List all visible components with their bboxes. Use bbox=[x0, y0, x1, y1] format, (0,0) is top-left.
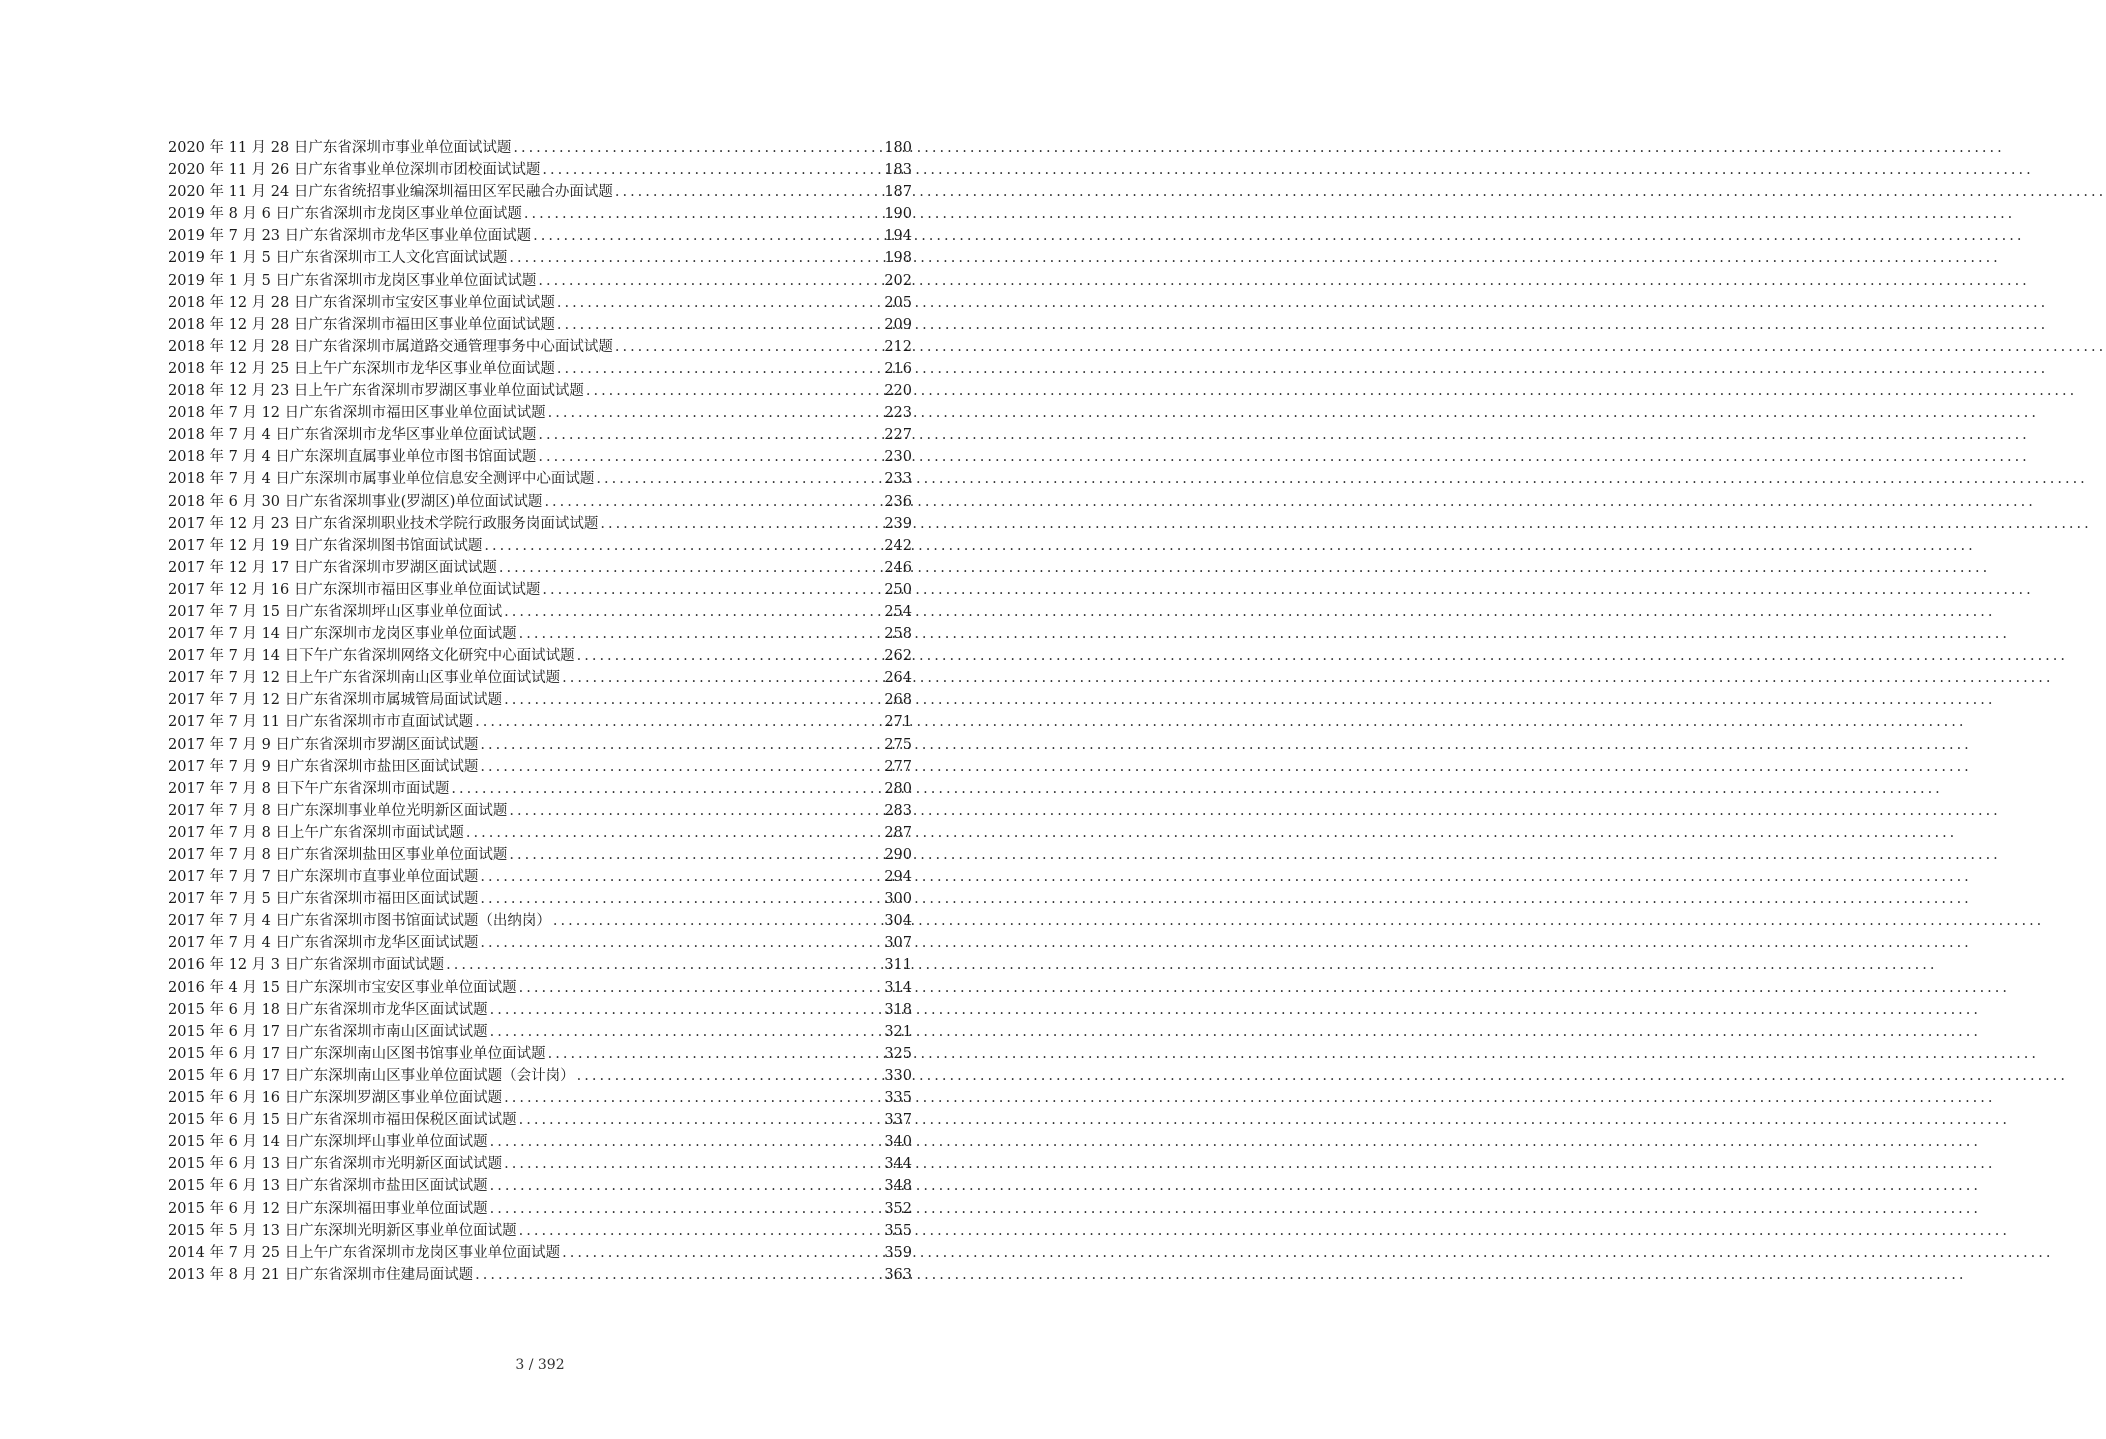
toc-entry[interactable] bbox=[168, 822, 912, 844]
toc-entry-page-number: 359 bbox=[884, 1244, 912, 1261]
toc-entry[interactable] bbox=[168, 380, 912, 402]
toc-entry[interactable] bbox=[168, 270, 912, 292]
toc-dot-leader bbox=[562, 1242, 882, 1264]
toc-entry[interactable] bbox=[168, 137, 912, 159]
toc-dot-leader bbox=[562, 667, 882, 689]
toc-dot-leader bbox=[480, 756, 882, 778]
toc-entry-title: 2017 年 7 月 11 日广东省深圳市市直面试试题 bbox=[168, 714, 474, 731]
toc-entry-page-number: 223 bbox=[884, 405, 912, 422]
toc-dot-leader bbox=[542, 579, 882, 601]
toc-entry-title: 2015 年 6 月 17 日广东省深圳市南山区面试试题 bbox=[168, 1023, 488, 1040]
toc-dot-leader bbox=[577, 645, 883, 667]
toc-dot-leader bbox=[480, 866, 882, 888]
toc-entry-page-number: 187 bbox=[884, 184, 912, 201]
toc-entry-page-number: 290 bbox=[884, 847, 912, 863]
toc-dot-leader bbox=[557, 292, 882, 314]
toc-entry-page-number: 264 bbox=[884, 670, 912, 687]
toc-dot-leader bbox=[533, 225, 882, 247]
toc-entry[interactable] bbox=[168, 1131, 912, 1153]
toc-dot-leader bbox=[490, 1021, 883, 1043]
toc-entry-title: 2015 年 6 月 14 日广东深圳坪山事业单位面试题 bbox=[168, 1134, 488, 1151]
toc-entry-title: 2017 年 12 月 17 日广东省深圳市罗湖区面试试题 bbox=[168, 559, 497, 576]
toc-dot-leader bbox=[490, 999, 883, 1021]
toc-dot-leader bbox=[509, 800, 882, 822]
toc-dot-leader bbox=[519, 1220, 883, 1242]
toc-entry-title: 2018 年 12 月 25 日上午广东深圳市龙华区事业单位面试题 bbox=[168, 360, 555, 377]
toc-entry[interactable] bbox=[168, 358, 912, 380]
toc-entry-page-number: 233 bbox=[884, 471, 912, 488]
toc-dot-leader bbox=[490, 1198, 883, 1220]
toc-dot-leader bbox=[548, 1043, 883, 1065]
toc-entry-page-number: 239 bbox=[884, 515, 912, 532]
toc-entry-title: 2017 年 7 月 12 日广东省深圳市属城管局面试试题 bbox=[168, 692, 503, 709]
toc-dot-leader bbox=[490, 1175, 883, 1197]
toc-entry-page-number: 262 bbox=[884, 648, 912, 665]
toc-dot-leader bbox=[519, 623, 883, 645]
toc-entry-title: 2017 年 7 月 14 日下午广东省深圳网络文化研究中心面试试题 bbox=[168, 648, 575, 665]
toc-entry[interactable] bbox=[168, 910, 912, 932]
toc-dot-leader bbox=[466, 822, 882, 844]
toc-dot-leader bbox=[577, 1065, 883, 1087]
toc-entry-page-number: 352 bbox=[884, 1200, 912, 1217]
toc-entry-title: 2020 年 11 月 26 日广东省事业单位深圳市团校面试试题 bbox=[168, 162, 541, 179]
toc-entry[interactable] bbox=[168, 601, 912, 623]
toc-entry[interactable] bbox=[168, 645, 912, 667]
toc-entry[interactable] bbox=[168, 689, 912, 711]
toc-dot-leader bbox=[596, 468, 882, 490]
toc-entry-title: 2017 年 12 月 23 日广东省深圳职业技术学院行政服务岗面试试题 bbox=[168, 515, 599, 532]
toc-entry-title: 2019 年 8 月 6 日广东省深圳市龙岗区事业单位面试题 bbox=[168, 206, 522, 223]
toc-entry-title: 2017 年 12 月 19 日广东省深圳图书馆面试试题 bbox=[168, 537, 483, 554]
toc-entry-page-number: 268 bbox=[884, 692, 912, 709]
toc-entry-page-number: 271 bbox=[884, 714, 912, 731]
toc-entry-page-number: 321 bbox=[884, 1023, 912, 1040]
toc-entry-title: 2019 年 7 月 23 日广东省深圳市龙华区事业单位面试题 bbox=[168, 228, 532, 245]
toc-entry[interactable] bbox=[168, 954, 912, 976]
toc-entry[interactable] bbox=[168, 181, 912, 203]
toc-entry-page-number: 344 bbox=[884, 1156, 912, 1173]
toc-entry-title: 2020 年 11 月 24 日广东省统招事业编深圳福田区军民融合办面试题 bbox=[168, 184, 613, 201]
toc-entry[interactable] bbox=[168, 778, 912, 800]
toc-entry[interactable] bbox=[168, 225, 912, 247]
toc-entry-title: 2017 年 7 月 8 日下午广东省深圳市面试题 bbox=[168, 780, 450, 797]
toc-entry[interactable] bbox=[168, 513, 912, 535]
toc-entry-title: 2015 年 6 月 12 日广东深圳福田事业单位面试题 bbox=[168, 1200, 488, 1217]
toc-entry-title: 2015 年 6 月 17 日广东深圳南山区图书馆事业单位面试题 bbox=[168, 1045, 546, 1062]
toc-entry-title: 2013 年 8 月 21 日广东省深圳市住建局面试题 bbox=[168, 1266, 474, 1283]
toc-entry[interactable] bbox=[168, 203, 912, 225]
toc-entry-title: 2015 年 6 月 13 日广东省深圳市盐田区面试试题 bbox=[168, 1178, 488, 1195]
toc-entry-page-number: 277 bbox=[884, 758, 912, 775]
toc-entry-page-number: 250 bbox=[884, 581, 912, 598]
toc-entry-page-number: 236 bbox=[884, 493, 912, 510]
toc-entry-page-number: 220 bbox=[884, 383, 912, 400]
toc-entry[interactable] bbox=[168, 977, 912, 999]
toc-entry[interactable] bbox=[168, 336, 912, 358]
toc-dot-leader bbox=[557, 314, 882, 336]
toc-entry[interactable] bbox=[168, 491, 912, 513]
toc-entry[interactable] bbox=[168, 866, 912, 888]
toc-entry-page-number: 330 bbox=[884, 1067, 912, 1084]
toc-entry-title: 2017 年 7 月 7 日广东深圳市直事业单位面试题 bbox=[168, 869, 479, 886]
toc-dot-leader bbox=[553, 910, 882, 932]
toc-dot-leader bbox=[615, 181, 882, 203]
toc-entry[interactable] bbox=[168, 1175, 912, 1197]
toc-entry-title: 2018 年 12 月 28 日广东省深圳市宝安区事业单位面试试题 bbox=[168, 294, 555, 311]
toc-dot-leader bbox=[586, 380, 882, 402]
toc-dot-leader bbox=[480, 932, 882, 954]
toc-entry-page-number: 246 bbox=[884, 559, 912, 576]
toc-entry-title: 2015 年 6 月 16 日广东深圳罗湖区事业单位面试题 bbox=[168, 1090, 503, 1107]
toc-entry[interactable] bbox=[168, 888, 912, 910]
toc-entry-title: 2017 年 7 月 5 日广东省深圳市福田区面试试题 bbox=[168, 891, 479, 908]
toc-entry-page-number: 280 bbox=[884, 780, 912, 797]
toc-entry-page-number: 307 bbox=[884, 935, 912, 952]
toc-entry-page-number: 325 bbox=[884, 1045, 912, 1062]
toc-dot-leader bbox=[451, 778, 882, 800]
toc-entry-title: 2019 年 1 月 5 日广东省深圳市工人文化宫面试试题 bbox=[168, 250, 508, 267]
toc-entry[interactable] bbox=[168, 1021, 912, 1043]
toc-entry[interactable] bbox=[168, 557, 912, 579]
toc-dot-leader bbox=[519, 977, 883, 999]
toc-dot-leader bbox=[557, 358, 882, 380]
toc-entry-title: 2018 年 7 月 12 日广东省深圳市福田区事业单位面试试题 bbox=[168, 405, 546, 422]
toc-entry[interactable] bbox=[168, 402, 912, 424]
toc-entry-page-number: 283 bbox=[884, 802, 912, 819]
toc-entry-page-number: 294 bbox=[884, 869, 912, 886]
toc-entry-title: 2019 年 1 月 5 日广东省深圳市龙岗区事业单位面试试题 bbox=[168, 272, 537, 289]
toc-dot-leader bbox=[524, 203, 882, 225]
toc-entry-page-number: 190 bbox=[884, 206, 912, 223]
toc-entry[interactable] bbox=[168, 1065, 912, 1087]
toc-dot-leader bbox=[544, 491, 882, 513]
toc-dot-leader bbox=[548, 402, 883, 424]
toc-entry[interactable] bbox=[168, 292, 912, 314]
toc-entry-page-number: 212 bbox=[884, 338, 912, 355]
toc-dot-leader bbox=[475, 1264, 882, 1286]
toc-entry-page-number: 300 bbox=[884, 891, 912, 908]
toc-entry-title: 2018 年 7 月 4 日广东深圳直属事业单位市图书馆面试题 bbox=[168, 449, 537, 466]
toc-entry-title: 2015 年 6 月 17 日广东深圳南山区事业单位面试题（会计岗） bbox=[168, 1067, 575, 1084]
toc-entry-title: 2015 年 6 月 18 日广东省深圳市龙华区面试试题 bbox=[168, 1001, 488, 1018]
toc-dot-leader bbox=[509, 247, 882, 269]
toc-dot-leader bbox=[446, 954, 882, 976]
toc-entry[interactable] bbox=[168, 446, 912, 468]
toc-entry-title: 2016 年 12 月 3 日广东省深圳市面试试题 bbox=[168, 957, 445, 974]
toc-entry[interactable] bbox=[168, 800, 912, 822]
toc-dot-leader bbox=[504, 1087, 882, 1109]
toc-entry-title: 2017 年 7 月 9 日广东省深圳市盐田区面试试题 bbox=[168, 758, 479, 775]
toc-entry-title: 2018 年 12 月 23 日上午广东省深圳市罗湖区事业单位面试试题 bbox=[168, 383, 584, 400]
toc-entry-title: 2018 年 7 月 4 日广东深圳市属事业单位信息安全测评中心面试题 bbox=[168, 471, 595, 488]
toc-entry[interactable] bbox=[168, 1109, 912, 1131]
toc-dot-leader bbox=[538, 424, 882, 446]
toc-entry-title: 2014 年 7 月 25 日上午广东省深圳市龙岗区事业单位面试题 bbox=[168, 1244, 561, 1261]
toc-dot-leader bbox=[480, 734, 882, 756]
toc-dot-leader bbox=[513, 137, 882, 159]
toc-entry[interactable] bbox=[168, 159, 912, 181]
toc-entry-title: 2017 年 7 月 8 日广东省深圳盐田区事业单位面试题 bbox=[168, 847, 508, 863]
toc-entry[interactable] bbox=[168, 711, 912, 733]
toc-entry[interactable] bbox=[168, 1087, 912, 1109]
toc-entry[interactable] bbox=[168, 1153, 912, 1175]
toc-entry-page-number: 335 bbox=[884, 1090, 912, 1107]
toc-dot-leader bbox=[615, 336, 882, 358]
toc-entry[interactable] bbox=[168, 1198, 912, 1220]
toc-entry-title: 2017 年 12 月 16 日广东深圳市福田区事业单位面试试题 bbox=[168, 581, 541, 598]
toc-entry-page-number: 314 bbox=[884, 979, 912, 996]
toc-dot-leader bbox=[538, 270, 882, 292]
toc-entry-page-number: 194 bbox=[884, 228, 912, 245]
toc-entry[interactable] bbox=[168, 844, 912, 866]
toc-entry-title: 2020 年 11 月 28 日广东省深圳市事业单位面试试题 bbox=[168, 140, 512, 156]
toc-entry-page-number: 258 bbox=[884, 626, 912, 643]
toc-entry-title: 2017 年 7 月 4 日广东省深圳市图书馆面试试题（出纳岗） bbox=[168, 913, 551, 930]
toc-entry[interactable] bbox=[168, 1264, 912, 1286]
toc-entry-page-number: 230 bbox=[884, 449, 912, 466]
toc-dot-leader bbox=[499, 557, 882, 579]
toc-entry[interactable] bbox=[168, 1220, 912, 1242]
toc-entry-page-number: 311 bbox=[884, 957, 912, 974]
toc-entry-page-number: 183 bbox=[884, 162, 912, 179]
toc-entry-page-number: 202 bbox=[884, 272, 912, 289]
toc-entry-title: 2015 年 6 月 15 日广东省深圳市福田保税区面试试题 bbox=[168, 1112, 517, 1129]
toc-dot-leader bbox=[519, 1109, 883, 1131]
toc-dot-leader bbox=[480, 888, 882, 910]
toc-entry-page-number: 363 bbox=[884, 1266, 912, 1283]
toc-entry[interactable] bbox=[168, 424, 912, 446]
toc-entry-page-number: 340 bbox=[884, 1134, 912, 1151]
toc-entry-page-number: 242 bbox=[884, 537, 912, 554]
toc-entry-page-number: 209 bbox=[884, 316, 912, 333]
toc-entry-page-number: 287 bbox=[884, 824, 912, 841]
toc-entry-page-number: 254 bbox=[884, 603, 912, 620]
toc-entry[interactable] bbox=[168, 1242, 912, 1264]
toc-entry[interactable] bbox=[168, 999, 912, 1021]
toc-dot-leader bbox=[490, 1131, 883, 1153]
toc-entry-title: 2017 年 7 月 12 日上午广东省深圳南山区事业单位面试试题 bbox=[168, 670, 561, 687]
toc-entry[interactable] bbox=[168, 623, 912, 645]
toc-entry-page-number: 318 bbox=[884, 1001, 912, 1018]
toc-entry-title: 2017 年 7 月 4 日广东省深圳市龙华区面试试题 bbox=[168, 935, 479, 952]
toc-entry-title: 2018 年 12 月 28 日广东省深圳市属道路交通管理事务中心面试试题 bbox=[168, 338, 613, 355]
toc-entry[interactable] bbox=[168, 535, 912, 557]
toc-entry-title: 2018 年 12 月 28 日广东省深圳市福田区事业单位面试试题 bbox=[168, 316, 555, 333]
toc-entry-title: 2017 年 7 月 15 日广东省深圳坪山区事业单位面试 bbox=[168, 603, 503, 620]
toc-entry-title: 2017 年 7 月 9 日广东省深圳市罗湖区面试试题 bbox=[168, 736, 479, 753]
toc-entry-page-number: 348 bbox=[884, 1178, 912, 1195]
toc-entry[interactable] bbox=[168, 667, 912, 689]
toc-dot-leader bbox=[504, 689, 882, 711]
toc-dot-leader bbox=[504, 601, 882, 623]
toc-dot-leader bbox=[542, 159, 882, 181]
toc-dot-leader bbox=[509, 844, 882, 866]
toc-entry-title: 2017 年 7 月 8 日上午广东省深圳市面试试题 bbox=[168, 824, 464, 841]
toc-entry-page-number: 216 bbox=[884, 360, 912, 377]
toc-entry-page-number: 227 bbox=[884, 427, 912, 444]
toc-dot-leader bbox=[475, 711, 882, 733]
toc-entry-title: 2016 年 4 月 15 日广东深圳市宝安区事业单位面试题 bbox=[168, 979, 517, 996]
toc-entry[interactable] bbox=[168, 1043, 912, 1065]
toc-entry[interactable] bbox=[168, 579, 912, 601]
toc-dot-leader bbox=[600, 513, 882, 535]
toc-entry-page-number: 337 bbox=[884, 1112, 912, 1129]
toc-entry-page-number: 304 bbox=[884, 913, 912, 930]
toc-entry-title: 2015 年 5 月 13 日广东深圳光明新区事业单位面试题 bbox=[168, 1222, 517, 1239]
toc-entry[interactable] bbox=[168, 734, 912, 756]
toc-dot-leader bbox=[484, 535, 882, 557]
toc-entry-page-number: 275 bbox=[884, 736, 912, 753]
toc-entry-title: 2018 年 6 月 30 日广东省深圳事业(罗湖区)单位面试试题 bbox=[168, 493, 543, 510]
toc-entry[interactable] bbox=[168, 247, 912, 269]
toc-entry-title: 2017 年 7 月 8 日广东深圳事业单位光明新区面试题 bbox=[168, 802, 508, 819]
toc-entry-page-number: 180 bbox=[884, 140, 912, 156]
table-of-contents bbox=[168, 137, 912, 1286]
toc-entry[interactable] bbox=[168, 756, 912, 778]
toc-entry[interactable] bbox=[168, 468, 912, 490]
toc-entry[interactable] bbox=[168, 932, 912, 954]
toc-dot-leader bbox=[504, 1153, 882, 1175]
toc-entry-page-number: 205 bbox=[884, 294, 912, 311]
toc-entry[interactable] bbox=[168, 314, 912, 336]
toc-entry-title: 2018 年 7 月 4 日广东省深圳市龙华区事业单位面试试题 bbox=[168, 427, 537, 444]
toc-dot-leader bbox=[538, 446, 882, 468]
toc-entry-title: 2015 年 6 月 13 日广东省深圳市光明新区面试试题 bbox=[168, 1156, 503, 1173]
toc-entry-title: 2017 年 7 月 14 日广东深圳市龙岗区事业单位面试题 bbox=[168, 626, 517, 643]
toc-entry-page-number: 355 bbox=[884, 1222, 912, 1239]
page-number: 3 / 392 bbox=[515, 1357, 565, 1373]
toc-entry-page-number: 198 bbox=[884, 250, 912, 267]
